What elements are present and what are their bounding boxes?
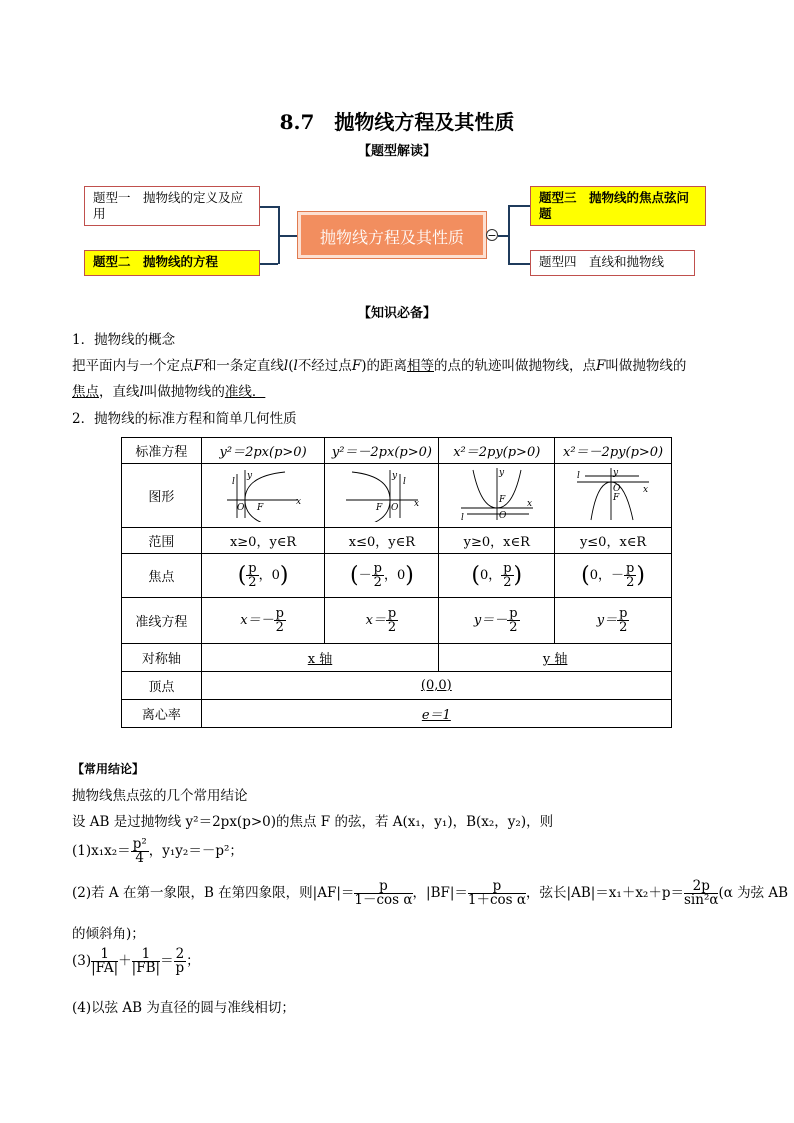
table-row [122, 598, 672, 644]
mindmap-node-type2: 题型二 抛物线的方程 [84, 250, 260, 276]
connector [498, 235, 508, 237]
axis-cell: y 轴 [439, 644, 672, 672]
focus-cell: ( $\frac{p}{2}$ ，0) [201, 554, 325, 598]
row-label: 标准方程 [122, 438, 202, 464]
common-conclusions-tag: 【常用结论】 [72, 762, 145, 776]
axis-label-x: x [643, 484, 649, 495]
connector [508, 263, 530, 265]
axis-label-x: x [526, 498, 532, 509]
graph-cell [555, 464, 672, 528]
definition-line-1: 把平面内与一个定点F和一条定直线l(l不经过点F)的距离相等的点的轨迹叫做抛物线，点F叫做抛物线的 [72, 358, 687, 374]
conclusions-heading: 抛物线焦点弦的几个常用结论 [72, 788, 248, 804]
table-row [122, 672, 672, 700]
directrix-cell: y＝－ $\frac{p}{2}$ [439, 598, 555, 644]
axis-label-y: y [498, 467, 504, 478]
conclusion-2-line-2: 的倾斜角)； [72, 926, 145, 942]
axis-label-x: x [296, 496, 302, 507]
equation-cell: x²＝2py(p>0) [439, 438, 555, 464]
origin-label: O [390, 502, 399, 513]
page-title: 8.7 抛物线方程及其性质 [279, 110, 515, 134]
focus-label: F [257, 502, 264, 513]
focus-cell: (－ $\frac{p}{2}$ ，0) [325, 554, 439, 598]
conclusion-4: (4)以弦 AB 为直径的圆与准线相切； [72, 1000, 295, 1016]
row-label: 对称轴 [122, 644, 202, 672]
graph-cell [201, 464, 325, 528]
row-label: 焦点 [122, 554, 202, 598]
conclusion-1: (1)x₁x₂＝ $\frac{\text{p²}}{4}$ ，y₁y₂＝－p²； [72, 836, 243, 866]
conclusion-3: (3) $\frac{1}{|FA|}$ ＋ $\frac{1}{|FB|}$ ＝ $\frac{2}{p}$ ； [72, 946, 200, 976]
parabola-properties-table [121, 437, 672, 728]
parabola-up-graph [457, 466, 537, 522]
parabola-left-graph [342, 466, 422, 522]
equation-cell: y²＝2px(p>0) [201, 438, 325, 464]
directrix-label: l [402, 476, 406, 487]
row-label: 离心率 [122, 700, 202, 728]
origin-label: O [237, 502, 245, 513]
connector [508, 205, 530, 207]
focus-cell: (0，－ $\frac{p}{2}$ ) [555, 554, 672, 598]
row-label: 范围 [122, 528, 202, 554]
directrix-cell: x＝ $\frac{p}{2}$ [325, 598, 439, 644]
focus-cell: (0， $\frac{p}{2}$ ) [439, 554, 555, 598]
directrix-label: l [460, 512, 464, 522]
axis-label-y: y [613, 467, 619, 478]
eccentricity-cell: e＝1 [201, 700, 671, 728]
table-row [122, 700, 672, 728]
focus-label: F [498, 494, 505, 505]
focus-label: F [375, 502, 383, 513]
axis-label-y: y [391, 470, 397, 481]
range-cell: y≤0，x∈R [555, 528, 672, 554]
connector [260, 263, 278, 265]
section-knowledge: 【知识必备】 [357, 306, 436, 321]
row-label: 准线方程 [122, 598, 202, 644]
range-cell: x≥0，y∈R [201, 528, 325, 554]
origin-label: O [498, 510, 507, 521]
mindmap-node-type3: 题型三 抛物线的焦点弦问题 [530, 186, 706, 226]
connector [260, 206, 278, 208]
mindmap-center-node: 抛物线方程及其性质 [298, 212, 486, 258]
origin-label: O [613, 483, 621, 494]
axis-label-y: y [247, 470, 253, 481]
setup-line: 设 AB 是过抛物线 y²＝2px(p>0)的焦点 F 的弦，若 A(x₁，y₁)，B(x₂，y₂)，则 [72, 814, 554, 830]
equation-cell: y²＝－2px(p>0) [325, 438, 439, 464]
table-row [122, 554, 672, 598]
heading-standard-equations: 2．抛物线的标准方程和简单几何性质 [72, 411, 297, 427]
table-row [122, 464, 672, 528]
directrix-label: l [232, 476, 235, 487]
vertex-cell: (0,0) [201, 672, 671, 700]
definition-line-2: 焦点，直线l叫做抛物线的准线． [72, 384, 266, 400]
parabola-right-graph [223, 466, 303, 522]
parabola-down-graph [573, 466, 653, 522]
focus-label: F [613, 492, 620, 503]
axis-label-x: x [413, 498, 419, 509]
range-cell: x≤0，y∈R [325, 528, 439, 554]
table-row [122, 438, 672, 464]
connector [508, 205, 510, 263]
table-row [122, 644, 672, 672]
graph-cell [439, 464, 555, 528]
directrix-label: l [577, 470, 580, 481]
range-cell: y≥0，x∈R [439, 528, 555, 554]
collapse-toggle-icon[interactable]: − [487, 229, 497, 242]
directrix-cell: x＝－ $\frac{p}{2}$ [201, 598, 325, 644]
row-label: 图形 [122, 464, 202, 528]
directrix-cell: y＝ $\frac{p}{2}$ [555, 598, 672, 644]
section-question-types: 【题型解读】 [357, 144, 436, 159]
mindmap-node-type4: 题型四 直线和抛物线 [530, 250, 695, 276]
table-row [122, 528, 672, 554]
axis-cell: x 轴 [201, 644, 439, 672]
graph-cell [325, 464, 439, 528]
equation-cell: x²＝－2py(p>0) [555, 438, 672, 464]
mindmap-node-type1: 题型一 抛物线的定义及应用 [84, 186, 260, 226]
conclusion-2: (2)若 A 在第一象限，B 在第四象限，则|AF|＝ $\frac{p}{\text{1－cos α}}$ ，|BF|＝ $\frac{p}{\text{1＋cos α}}$ ，弦长|AB|＝x₁＋x₂＋p＝ $\frac{2p}{\text{sin²α}}$ (α 为弦 AB [72, 878, 789, 908]
heading-concept: 1．抛物线的概念 [72, 332, 176, 348]
connector [278, 235, 298, 237]
row-label: 顶点 [122, 672, 202, 700]
